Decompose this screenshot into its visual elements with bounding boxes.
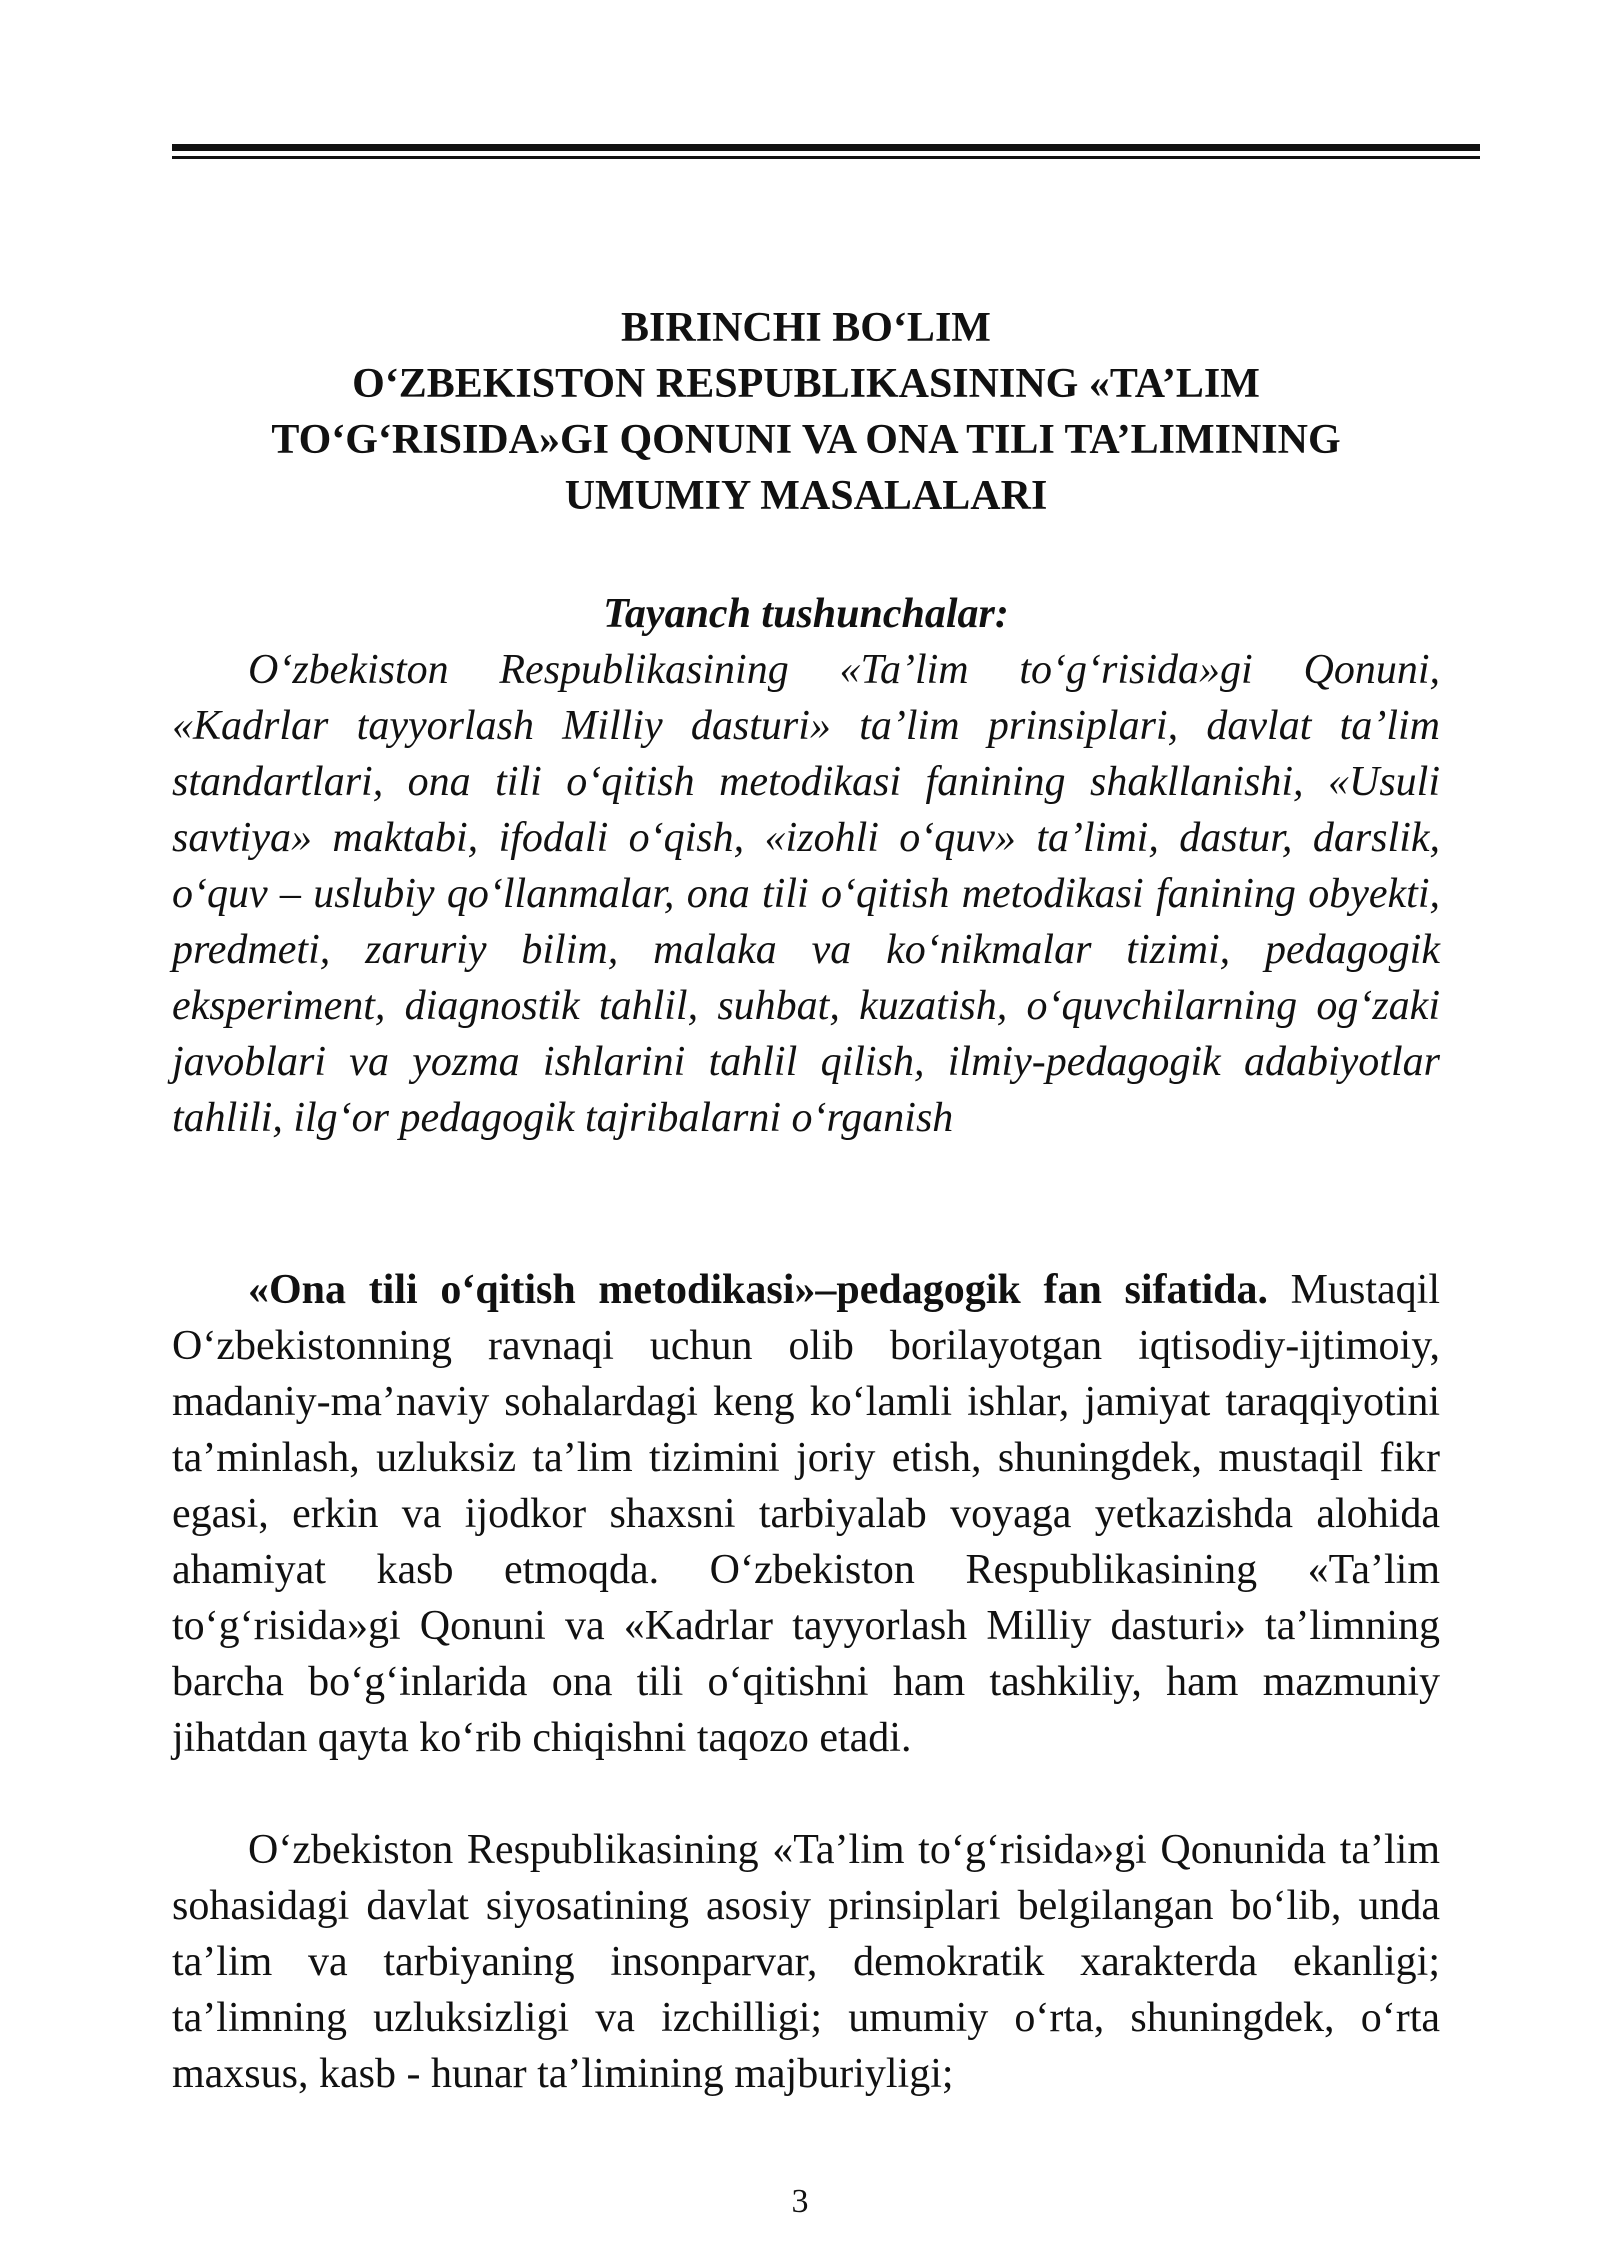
chapter-heading <box>172 300 1440 524</box>
keywords-label: Tayanch tushunchalar: <box>603 591 1009 637</box>
heading-line: O‘ZBEKISTON RESPUBLIKASINING «TA’LIM <box>352 361 1260 407</box>
section-paragraph-2: O‘zbekiston Respublikasining «Ta’lim to‘g‘risida»gi Qonunida ta’lim sohasidagi davlat siyosatining asosiy prinsiplari belgilangan bo‘lib, unda ta’lim va tarbiyaning insonparvar, demokratik xarakterda ekanligi; ta’limning uzluksizligi va izchilligi; umumiy o‘rta, shuningdek, o‘rta maxsus, kasb - hunar ta’limining majburiyligi; <box>172 1827 1440 2097</box>
keywords-paragraph: O‘zbekiston Respublikasining «Ta’lim to‘g‘risida»gi Qonuni, «Kadrlar tayyorlash Milliy dasturi» ta’lim prinsiplari, davlat ta’lim standartlari, ona tili o‘qitish metodikasi fanining shakllanishi, «Usuli savtiya» maktabi, ifodali o‘qish, «izohli o‘quv» ta’limi, dastur, darslik, o‘quv – uslubiy qo‘llanmalar, ona tili o‘qitish metodikasi fanining obyekti, predmeti, zaruriy bilim, malaka va ko‘nikmalar tizimi, pedagogik eksperiment, diagnostik tahlil, suhbat, kuzatish, o‘quvchilarning og‘zaki javoblari va yozma ishlarini tahlil qilish, ilmiy-pedagogik adabiyotlar tahlili, ilg‘or pedagogik tajribalarni o‘rganish <box>172 647 1440 1141</box>
page-number: 3 <box>791 2183 809 2220</box>
header-rule-thin <box>172 156 1480 159</box>
heading-line: TO‘G‘RISIDA»GI QONUNI VA ONA TILI TA’LIMINING <box>271 417 1341 463</box>
heading-line: BIRINCHI BO‘LIM <box>621 305 991 351</box>
section-paragraph-1-text: Mustaqil O‘zbekistonning ravnaqi uchun olib borilayotgan iqtisodiy-ijtimoiy, madaniy-ma’naviy sohalardagi keng ko‘lamli ishlar, jamiyat taraqqiyotini ta’minlash, uzluksiz ta’lim tizimini joriy etish, shuningdek, mustaqil fikr egasi, erkin va ijodkor shaxsni tarbiyalab voyaga yetkazishda alohida ahamiyat kasb etmoqda. O‘zbekiston Respublikasining «Ta’lim to‘g‘risida»gi Qonuni va «Kadrlar tayyorlash Milliy dasturi» ta’limning barcha bo‘g‘inlarida ona tili o‘qitishni ham tashkiliy, ham mazmuniy jihatdan qayta ko‘rib chiqishni taqozo etadi. <box>172 1267 1440 1761</box>
heading-line: UMUMIY MASALALARI <box>564 473 1048 519</box>
section-paragraph-1 <box>172 1262 1440 1766</box>
header-rule-thick <box>172 144 1480 151</box>
section-lead: «Ona tili o‘qitish metodikasi»–pedagogik fan sifatida. <box>248 1267 1268 1313</box>
